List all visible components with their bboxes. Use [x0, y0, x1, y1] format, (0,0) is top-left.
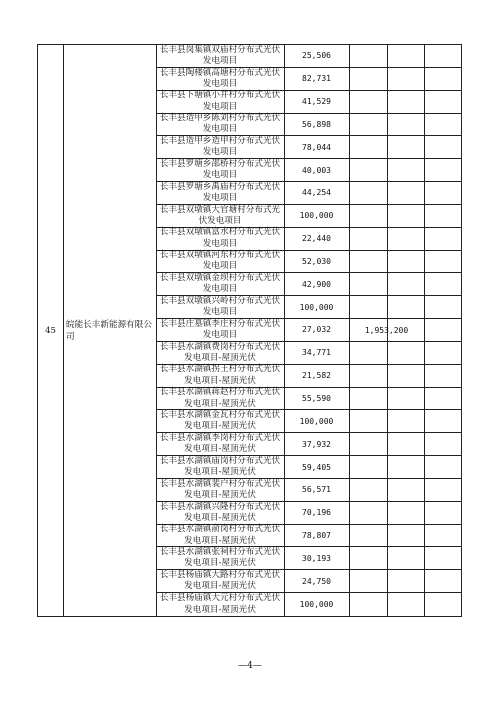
subsidy-table — [37, 44, 462, 617]
project-name: 长丰县下塘镇小井村分布式光伏发电项目 — [159, 90, 281, 112]
remark-cell — [424, 45, 461, 68]
project-name: 长丰县水湖镇蒋赵村分布式光伏发电项目-屋顶光伏 — [159, 387, 281, 409]
remark-cell — [424, 479, 461, 502]
project-name: 长丰县双墩镇金坝村分布式光伏发电项目 — [159, 273, 281, 295]
remark-cell — [424, 136, 461, 159]
project-name: 长丰县水湖镇费岗村分布式光伏发电项目-屋顶光伏 — [159, 341, 281, 363]
remark-cell — [424, 114, 461, 137]
page-number: —4— — [238, 661, 262, 671]
remark-cell — [424, 205, 461, 228]
project-name: 长丰县杨庙镇大元村分布式光伏发电项目-屋顶光伏 — [159, 593, 281, 615]
project-name: 长丰县造甲乡陈刘村分布式光伏发电项目 — [159, 113, 281, 135]
project-amount: 21,582 — [302, 371, 331, 381]
remark-cell — [424, 159, 461, 182]
project-amount: 78,044 — [302, 142, 331, 152]
remark-cell — [424, 456, 461, 479]
remark-cell — [424, 319, 461, 342]
project-amount: 30,193 — [302, 553, 331, 563]
project-amount: 100,000 — [299, 211, 334, 221]
project-amount: 37,932 — [302, 439, 331, 449]
project-amount: 41,529 — [302, 97, 331, 107]
project-name: 长丰县水湖镇庙岗村分布式光伏发电项目-屋顶光伏 — [159, 455, 281, 478]
project-name: 长丰县水湖镇金瓦村分布式光伏发电项目-屋顶光伏 — [159, 410, 281, 432]
project-name: 长丰县双墩镇兴岭村分布式光伏发电项目 — [159, 295, 281, 318]
project-amount: 34,771 — [302, 348, 331, 358]
project-amount: 40,003 — [302, 165, 331, 175]
project-amount: 100,000 — [299, 600, 334, 610]
project-amount: 78,807 — [302, 531, 331, 541]
project-amount: 55,590 — [302, 394, 331, 403]
remark-cell — [424, 296, 461, 319]
project-amount: 56,898 — [302, 119, 331, 129]
remark-cell — [424, 410, 461, 433]
project-amount: 24,750 — [302, 576, 331, 586]
project-amount: 44,254 — [302, 188, 331, 198]
sequence-number: 45 — [45, 325, 56, 336]
project-name: 长丰县双墩镇大官塘村分布式光伏发电项目 — [159, 204, 281, 226]
remark-cell — [424, 228, 461, 251]
remark-cell — [424, 68, 461, 91]
project-amount: 42,900 — [302, 279, 331, 289]
project-name: 长丰县双墩镇河东村分布式光伏发电项目 — [159, 250, 281, 272]
project-name: 长丰县水湖镇李岗村分布式光伏发电项目-屋顶光伏 — [159, 432, 281, 455]
remark-cell — [424, 502, 461, 525]
project-amount: 56,571 — [302, 485, 331, 495]
project-name: 长丰县庄墓镇李庄村分布式光伏发电项目 — [159, 318, 281, 340]
project-name: 长丰县杨庙镇大路村分布式光伏发电项目-屋顶光伏 — [159, 570, 281, 592]
project-name: 长丰县水湖镇裴户村分布式光伏发电项目-屋顶光伏 — [159, 478, 281, 500]
project-name: 长丰县水湖镇兴隆村分布式光伏发电项目-屋顶光伏 — [159, 501, 281, 523]
project-name: 长丰县双墩镇富水村分布式光伏发电项目 — [159, 227, 281, 249]
remark-cell — [424, 433, 461, 456]
remark-cell — [424, 570, 461, 593]
project-name: 长丰县水湖镇张祠村分布式光伏发电项目-屋顶光伏 — [159, 547, 281, 569]
project-name: 长丰县岗集镇双庙村分布式光伏发电项目 — [159, 44, 281, 66]
remark-cell — [424, 342, 461, 365]
remark-cell — [424, 182, 461, 205]
remark-cell — [424, 91, 461, 114]
remark-cell — [424, 547, 461, 570]
remark-cell — [424, 388, 461, 411]
project-amount: 70,196 — [302, 508, 331, 518]
company-name: 皖能长丰新能源有限公司 — [66, 319, 152, 342]
remark-cell — [424, 365, 461, 388]
project-amount: 59,405 — [302, 462, 331, 472]
remark-cell — [424, 525, 461, 548]
project-amount: 22,440 — [302, 234, 331, 244]
project-amount: 100,000 — [299, 416, 334, 426]
remark-cell — [424, 251, 461, 274]
total-amount: 1,953,200 — [364, 326, 409, 335]
project-amount: 100,000 — [299, 302, 334, 312]
project-name: 长丰县罗塘乡禹庙村分布式光伏发电项目 — [159, 181, 281, 203]
remark-cell — [424, 273, 461, 296]
project-name: 长丰县陶楼镇高塘村分布式光伏发电项目 — [159, 67, 281, 89]
project-amount: 25,506 — [302, 51, 331, 61]
project-amount: 27,032 — [302, 325, 331, 335]
project-name: 长丰县造甲乡造甲村分布式光伏发电项目 — [159, 136, 281, 158]
project-amount: 52,030 — [302, 256, 331, 266]
project-amount: 82,731 — [302, 74, 331, 84]
project-name: 长丰县水湖镇俞岗村分布式光伏发电项目-屋顶光伏 — [159, 524, 281, 546]
project-name: 长丰县罗塘乡邵桥村分布式光伏发电项目 — [159, 158, 281, 181]
project-name: 长丰县水湖镇拐王村分布式光伏发电项目-屋顶光伏 — [159, 364, 281, 386]
